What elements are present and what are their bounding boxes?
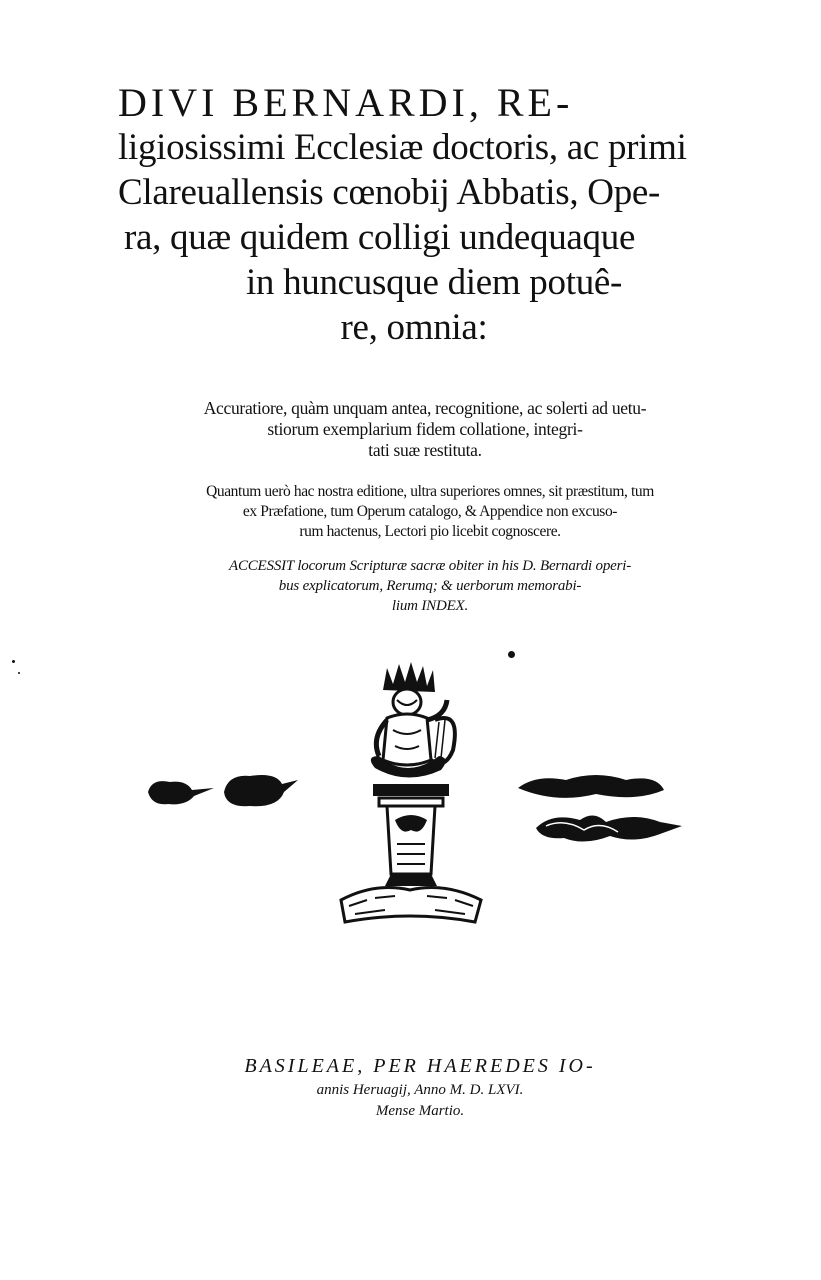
title-line: ra, quæ quidem colligi undequaque [124,217,636,258]
imprint-line: BASILEAE, PER HAEREDES IO- [244,1055,596,1077]
text-line: lium INDEX. [391,598,469,614]
ink-speck [12,660,15,663]
imprint-line: annis Heruagij, Anno M. D. LXVI. [316,1082,524,1098]
text-line: Quantum uerò hac nostra editione, ultra superiores omnes, sit præstitum, tum [206,483,654,500]
main-title [118,80,710,350]
subtitle-paragraph [160,398,690,461]
text-line: stiorum exemplarium fidem collatione, integri- [267,419,583,439]
title-line: in huncusque diem potuê- [245,262,623,303]
text-line: ACCESSIT locorum Scripturæ sacræ obiter in his D. Bernardi operi- [228,558,631,574]
ink-blot [220,770,300,810]
title-line: DIVI BERNARDI, RE- [118,80,574,125]
ink-speck [18,672,20,674]
title-line: re, omnia: [340,307,488,348]
title-line: Clareuallensis cœnobij Abbatis, Ope- [118,172,661,213]
imprint-line: Mense Martio. [375,1103,465,1119]
ink-blot [146,774,216,808]
edition-paragraph [150,482,710,542]
text-line: tati suæ restituta. [368,440,482,460]
text-line: bus explicatorum, Rerumq; & uerborum memorabi- [278,578,582,594]
ink-blot [534,808,684,848]
text-line: Accuratiore, quàm unquam antea, recognitione, ac solerti ad uetu- [203,398,647,418]
imprint [160,1052,680,1122]
printers-mark-icon [335,660,485,930]
text-line: rum hactenus, Lectori pio licebit cognoscere. [299,523,561,540]
index-paragraph [175,556,685,616]
title-line: ligiosissimi Ecclesiæ doctoris, ac primi [118,127,687,168]
ink-speck [508,651,515,658]
text-line: ex Præfatione, tum Operum catalogo, & Appendice non excuso- [242,503,618,520]
ink-blot [516,770,666,804]
